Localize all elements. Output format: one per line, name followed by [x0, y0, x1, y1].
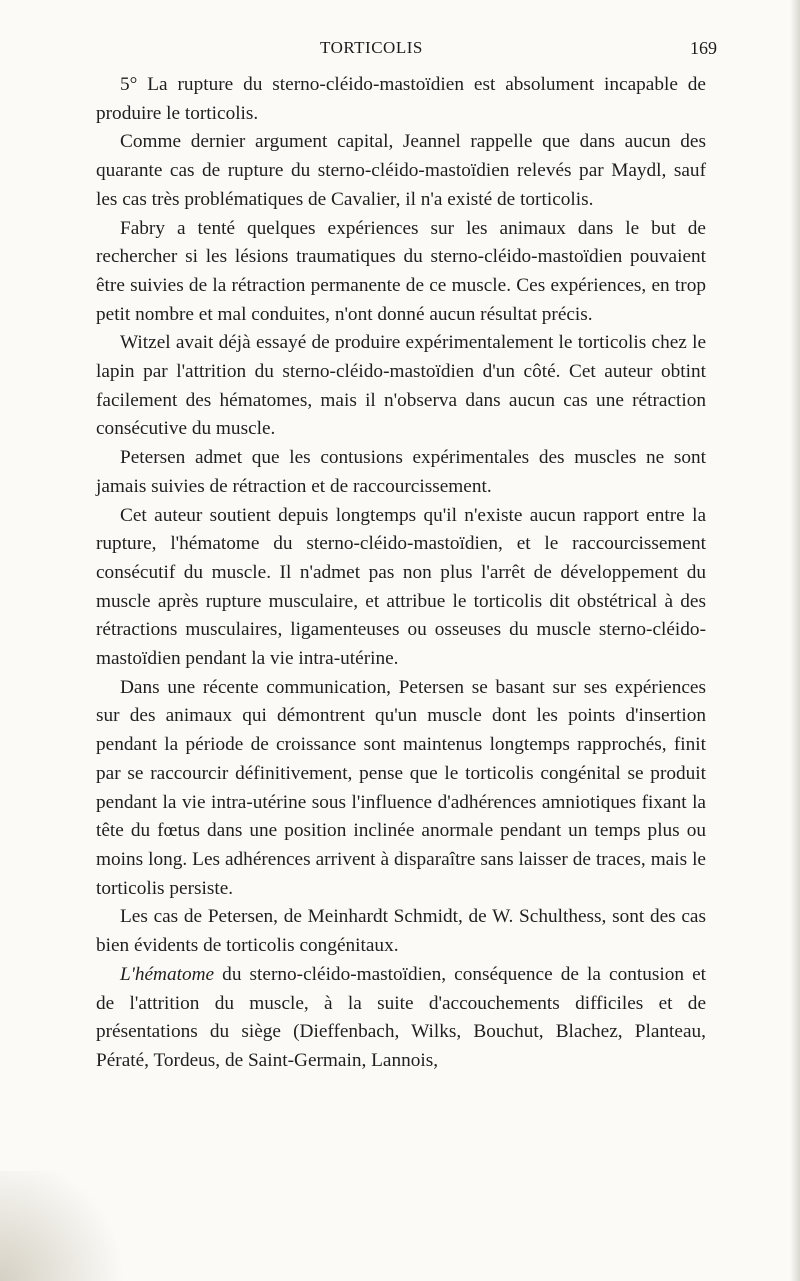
- paragraph-6-text: Cet auteur soutient depuis longtemps qu'il n'existe aucun rapport entre la rupture, l'hématome du sterno-cléido-mastoïdien, et le raccourcissement consécutif du muscle. Il n'admet pas non plus l'arrêt de développement du muscle après rupture musculaire, et attribue le torticolis dit obstétrical à des rétractions musculaires, ligamenteuses ou osseuses du muscle sterno-cléido-mastoïdien pendant la vie intra-utérine.: [96, 504, 706, 670]
- paragraph-1: [96, 71, 706, 128]
- paragraph-5: [96, 444, 706, 501]
- paragraph-3-text: Fabry a tenté quelques expériences sur les animaux dans le but de rechercher si les lésions traumatiques du sterno-cléido-mastoïdien pouvaient être suivies de la rétraction permanente de ce muscle. Ces expériences, en trop petit nombre et mal conduites, n'ont donné aucun résultat précis.: [96, 217, 706, 325]
- body-text: [96, 71, 706, 1076]
- paragraph-8: [96, 903, 706, 960]
- page-header: [95, 38, 717, 66]
- page-corner-shadow: [0, 1171, 140, 1281]
- page-edge-shadow: [790, 0, 800, 1281]
- paragraph-2: [96, 128, 706, 214]
- paragraph-9-emphasis: L'hématome: [120, 963, 215, 985]
- paragraph-9: [96, 961, 706, 1076]
- running-title: TORTICOLIS: [320, 38, 423, 57]
- page-number: 169: [690, 38, 717, 58]
- paragraph-7: [96, 674, 706, 904]
- paragraph-7-text: Dans une récente communication, Petersen se basant sur ses expériences sur des animaux qui démontrent qu'un muscle dont les points d'insertion pendant la période de croissance sont maintenus longtemps rapprochés, finit par se raccourcir définitivement, pense que le torticolis congénital se produit pendant la vie intra-utérine sous l'influence d'adhérences amniotiques fixant la tête du fœtus dans une position inclinée anormale pendant un temps plus ou moins long. Les adhérences arrivent à disparaître sans laisser de traces, mais le torticolis persiste.: [96, 676, 706, 899]
- paragraph-6: [96, 502, 706, 674]
- paragraph-3: [96, 215, 706, 330]
- paragraph-9-text: du sterno-cléido-mastoïdien, conséquence de la contusion et de l'attrition du muscle, à la suite d'accouchements difficiles et de présentations du siège (Dieffenbach, Wilks, Bouchut, Blachez, Planteau, Pératé, Tordeus, de Saint-Germain, Lannois,: [96, 963, 706, 1071]
- paragraph-8-text: Les cas de Petersen, de Meinhardt Schmidt, de W. Schulthess, sont des cas bien évidents de torticolis congénitaux.: [96, 906, 706, 957]
- paragraph-2-text: Comme dernier argument capital, Jeannel rappelle que dans aucun des quarante cas de rupture du sterno-cléido-mastoïdien relevés par Maydl, sauf les cas très problématiques de Cavalier, il n'a existé de torticolis.: [96, 131, 706, 210]
- paragraph-1-text: 5° La rupture du sterno-cléido-mastoïdien est absolument incapable de produire le torticolis.: [96, 74, 706, 124]
- paragraph-4: [96, 329, 706, 444]
- paragraph-4-text: Witzel avait déjà essayé de produire expérimentalement le torticolis chez le lapin par l'attrition du sterno-cléido-mastoïdien d'un côté. Cet auteur obtint facilement des hématomes, mais il n'observa dans aucun cas une rétraction consécutive du muscle.: [96, 332, 706, 440]
- paragraph-5-text: Petersen admet que les contusions expérimentales des muscles ne sont jamais suivies de rétraction et de raccourcissement.: [96, 447, 706, 497]
